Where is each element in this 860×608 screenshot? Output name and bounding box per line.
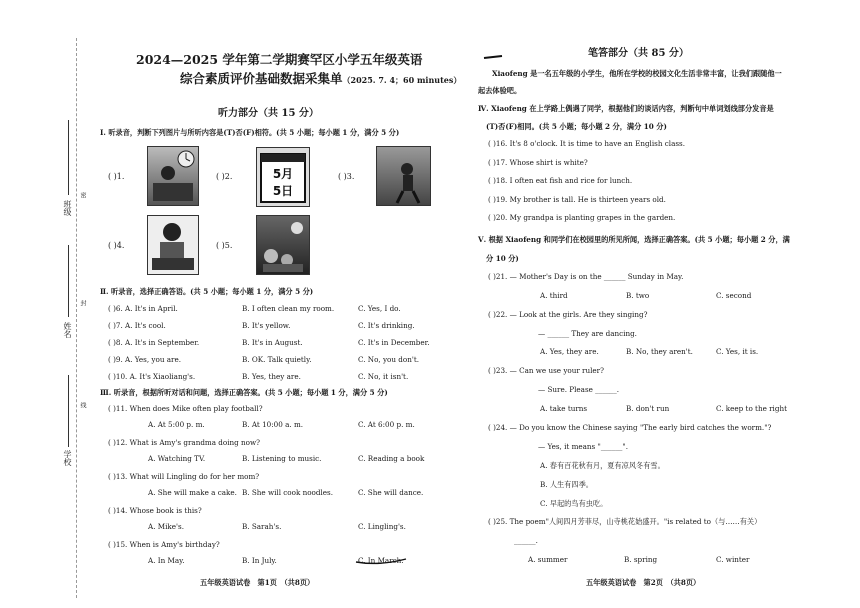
svg-text:5月: 5月 — [272, 167, 294, 181]
item-3[interactable]: ( )3. — [338, 172, 355, 181]
part4-instruction-1: Ⅳ. Xiaofeng 在上学路上偶遇了同学，根据他们的谈话内容，判断句中单词划线部分发音是 — [478, 104, 774, 113]
question-18[interactable]: ( )18. I often eat fish and rice for lunch. — [488, 176, 633, 185]
intro-line1: Xiaofeng 是一名五年级的小学生，他所在学校的校园文化生活非常丰富，让我们跟随他一 — [492, 69, 782, 78]
picture-1 — [147, 146, 199, 206]
writing-header: 笔答部分（共 85 分） — [588, 48, 689, 59]
name-label: 姓名 — [63, 322, 72, 338]
question-22-line2: — ______ They are dancing. — [538, 329, 637, 338]
part4-list — [488, 139, 685, 232]
question-20[interactable]: ( )20. My grandpa is planting grapes in the garden. — [488, 213, 676, 222]
question-25-blank[interactable]: ______. — [514, 536, 538, 545]
page-subtitle: 综合素质评价基础数据采集单（2025. 7. 4；60 minutes） — [180, 71, 462, 86]
part4-instruction-2: (T)否(F)相同。(共 5 小题；每小题 2 分，满分 10 分) — [486, 122, 667, 131]
binding-line — [76, 38, 77, 598]
option-24-b[interactable]: B. 人生有四季。 — [540, 480, 593, 489]
school-label: 学校 — [63, 450, 72, 466]
class-label: 班级 — [63, 200, 72, 216]
part3-instruction: Ⅲ. 听录音，根据所听对话和问题，选择正确答案。(共 5 小题；每小题 1 分，满分 5 分) — [100, 388, 388, 397]
right-footer: 五年级英语试卷 第2页 （共8页） — [586, 578, 701, 587]
part5-instruction-1: Ⅴ. 根据 Xiaofeng 和同学们在校园里的所见所闻，选择正确答案。(共 5 小题；每小题 2 分，满 — [478, 235, 790, 244]
svg-text:5日: 5日 — [272, 184, 294, 198]
question-25[interactable]: ( )25. The poem"人间四月芳菲尽，山寺桃花始盛开。"is related to（与……有关） — [488, 517, 762, 526]
option-24-a[interactable]: A. 春有百花秋有月，夏有凉风冬有雪。 — [540, 461, 665, 470]
feng-mark: 封 — [79, 300, 86, 306]
question-22[interactable]: ( )22. — Look at the girls. Are they singing? — [488, 310, 648, 319]
part1-instruction: Ⅰ. 听录音，判断下列图片与所听内容是(T)否(F)相符。(共 5 小题；每小题 1 分，满分 5 分) — [100, 128, 400, 137]
question-24-line2: — Yes, it means "______". — [538, 442, 628, 451]
question-21[interactable]: ( )21. — Mother's Day is on the ______ Sunday in May. — [488, 272, 684, 281]
intro-line2: 起去体验吧。 — [478, 86, 522, 95]
school-field[interactable] — [68, 375, 69, 447]
question-23[interactable]: ( )23. — Can we use your ruler? — [488, 366, 604, 375]
picture-5 — [256, 215, 310, 275]
picture-3 — [376, 146, 431, 206]
item-2[interactable]: ( )2. — [216, 172, 233, 181]
left-footer: 五年级英语试卷 第1页 （共8页） — [200, 578, 315, 587]
listening-header: 听力部分（共 15 分） — [218, 108, 319, 119]
question-16[interactable]: ( )16. It's 8 o'clock. It is time to have an English class. — [488, 139, 686, 148]
picture-4 — [147, 215, 199, 275]
xian-mark: 线 — [79, 402, 86, 408]
pen-mark — [482, 52, 504, 62]
item-4[interactable]: ( )4. — [108, 241, 125, 250]
option-24-c[interactable]: C. 早起的鸟有虫吃。 — [540, 499, 608, 508]
pen-underline-mark — [354, 556, 408, 566]
name-field[interactable] — [68, 245, 69, 317]
item-5[interactable]: ( )5. — [216, 241, 233, 250]
mi-mark: 密 — [79, 192, 86, 198]
question-17[interactable]: ( )17. Whose shirt is white? — [488, 157, 588, 167]
class-field[interactable] — [68, 120, 69, 195]
part5-instruction-2: 分 10 分) — [486, 254, 519, 263]
picture-2-calendar — [256, 147, 310, 207]
item-1[interactable]: ( )1. — [108, 172, 125, 181]
page-title: 2024—2025 学年第二学期赛罕区小学五年级英语 — [136, 52, 423, 67]
question-19[interactable]: ( )19. My brother is tall. He is thirteen years old. — [488, 194, 666, 204]
part2-instruction: Ⅱ. 听录音，选择正确答语。(共 5 小题；每小题 1 分，满分 5 分) — [100, 287, 314, 296]
question-24[interactable]: ( )24. — Do you know the Chinese saying "The early bird catches the worm."? — [488, 423, 772, 432]
question-23-line2: — Sure. Please ______. — [538, 385, 620, 394]
